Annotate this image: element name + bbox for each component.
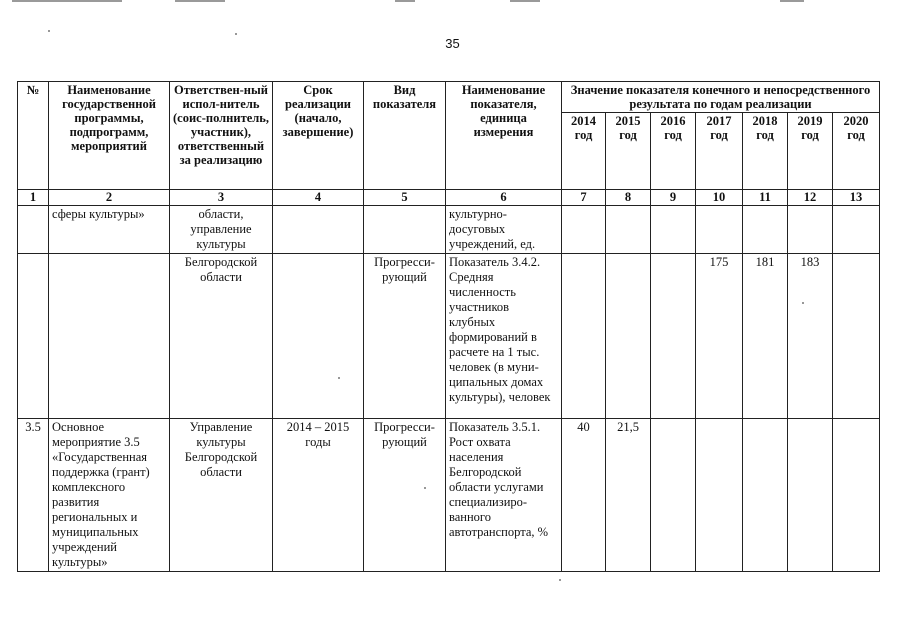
scan-artifact — [12, 0, 122, 2]
row-value — [788, 206, 833, 254]
row-value — [833, 254, 880, 419]
row-responsible: Белгородской области — [170, 254, 273, 419]
header-year: 2016 год — [651, 113, 696, 190]
column-number: 10 — [696, 190, 743, 206]
row-kind — [364, 206, 446, 254]
header-year: 2015 год — [606, 113, 651, 190]
table-row — [18, 419, 880, 572]
row-value — [651, 419, 696, 572]
row-period: 2014 – 2015 годы — [273, 419, 364, 572]
column-number: 5 — [364, 190, 446, 206]
scan-speck — [559, 579, 561, 581]
row-value — [606, 206, 651, 254]
row-responsible: области, управление культуры — [170, 206, 273, 254]
table-row — [18, 206, 880, 254]
page-number: 35 — [445, 36, 460, 51]
row-value — [833, 206, 880, 254]
row-value — [562, 206, 606, 254]
header-year: 2014 год — [562, 113, 606, 190]
row-indicator: Показатель 3.5.1. Рост охвата населения Белгородской области услугами специализиро-ванного автотранспорта, % — [446, 419, 562, 572]
row-value — [696, 206, 743, 254]
column-number: 11 — [743, 190, 788, 206]
scan-artifact — [510, 0, 540, 2]
row-value: 175 — [696, 254, 743, 419]
row-program: Основное мероприятие 3.5 «Государственная поддержка (грант) комплексного развития региональных и муниципальных учреждений культуры» — [49, 419, 170, 572]
row-no — [18, 206, 49, 254]
row-value: 181 — [743, 254, 788, 419]
row-program: сферы культуры» — [49, 206, 170, 254]
scan-artifact — [175, 0, 225, 2]
scan-artifact — [780, 0, 804, 2]
row-value — [788, 419, 833, 572]
row-value — [696, 419, 743, 572]
scan-speck — [235, 33, 237, 35]
header-program: Наименование государственной программы, подпрограмм, мероприятий — [49, 82, 170, 190]
header-year: 2019 год — [788, 113, 833, 190]
column-number: 9 — [651, 190, 696, 206]
row-value — [562, 254, 606, 419]
row-value: 40 — [562, 419, 606, 572]
row-value — [651, 254, 696, 419]
header-period: Срок реализации (начало, завершение) — [273, 82, 364, 190]
header-responsible: Ответствен-ный испол-нитель (соис-полнитель, участник), ответственный за реализацию — [170, 82, 273, 190]
column-number: 3 — [170, 190, 273, 206]
row-kind: Прогресси-рующий — [364, 419, 446, 572]
header-no: № — [18, 82, 49, 190]
row-value — [743, 419, 788, 572]
row-period — [273, 254, 364, 419]
column-number: 6 — [446, 190, 562, 206]
row-value: 21,5 — [606, 419, 651, 572]
header-values-group: Значение показателя конечного и непосредственного результата по годам реализации — [562, 82, 880, 113]
header-year: 2020 год — [833, 113, 880, 190]
row-value — [743, 206, 788, 254]
header-kind: Вид показателя — [364, 82, 446, 190]
row-responsible: Управление культуры Белгородской области — [170, 419, 273, 572]
column-number: 2 — [49, 190, 170, 206]
header-year: 2017 год — [696, 113, 743, 190]
table-row — [18, 254, 880, 419]
header-year: 2018 год — [743, 113, 788, 190]
row-indicator: культурно-досуговых учреждений, ед. — [446, 206, 562, 254]
row-value: 183 — [788, 254, 833, 419]
column-number: 1 — [18, 190, 49, 206]
column-number: 13 — [833, 190, 880, 206]
row-period — [273, 206, 364, 254]
row-program — [49, 254, 170, 419]
row-value — [651, 206, 696, 254]
row-value — [833, 419, 880, 572]
column-number: 8 — [606, 190, 651, 206]
scan-speck — [48, 30, 50, 32]
row-no — [18, 254, 49, 419]
column-number: 12 — [788, 190, 833, 206]
scan-artifact — [395, 0, 415, 2]
column-number: 4 — [273, 190, 364, 206]
indicator-table — [17, 81, 880, 572]
column-number: 7 — [562, 190, 606, 206]
row-indicator: Показатель 3.4.2. Средняя численность участников клубных формирований в расчете на 1 тыс. человек (в муни-ципальных домах культуры), человек — [446, 254, 562, 419]
row-no: 3.5 — [18, 419, 49, 572]
row-value — [606, 254, 651, 419]
header-indicator: Наименование показателя, единица измерения — [446, 82, 562, 190]
row-kind: Прогресси-рующий — [364, 254, 446, 419]
